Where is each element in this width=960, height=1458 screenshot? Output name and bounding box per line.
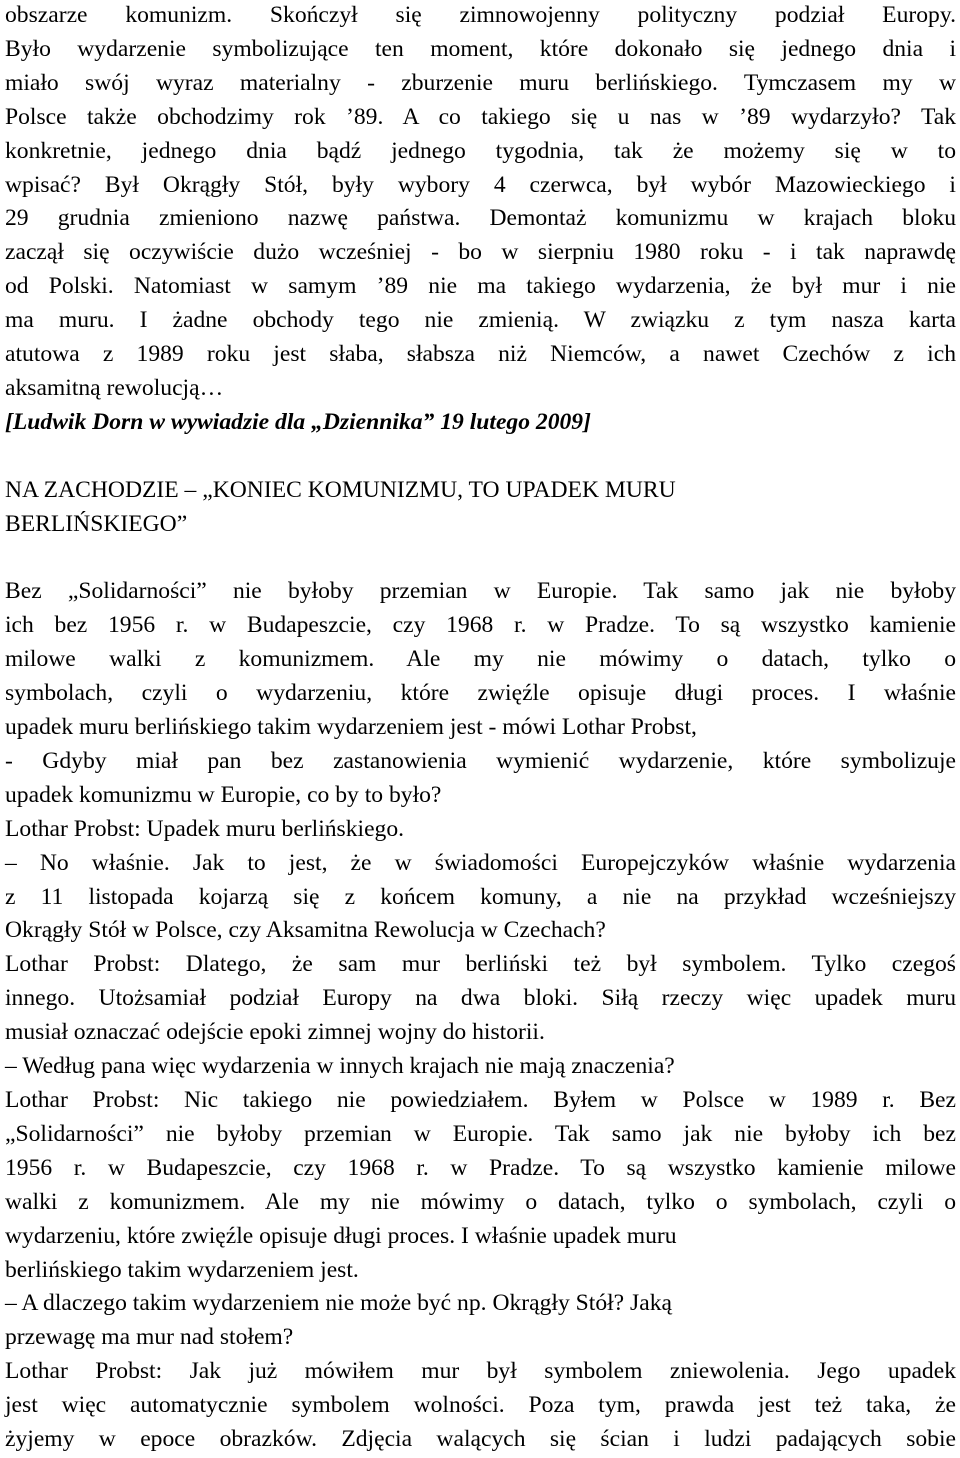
text-line: aksamitną rewolucją… — [5, 374, 224, 401]
article-body — [0, 0, 960, 406]
text-line: milowe walki z komunizmem. Ale my nie mówimy o datach, tylko o — [5, 646, 956, 673]
text-line: – No właśnie. Jak to jest, że w świadomości Europejczyków właśnie wydarzenia — [5, 849, 956, 876]
text-line: walki z komunizmem. Ale my nie mówimy o datach, tylko o symbolach, czyli o — [5, 1188, 956, 1215]
text-line: Okrągły Stół w Polsce, czy Aksamitna Rewolucja w Czechach? — [5, 917, 606, 944]
text-line: żyjemy w epoce obrazków. Zdjęcia walących się ścian i ludzi padających sobie — [5, 1426, 956, 1453]
text-line: upadek komunizmu w Europie, co by to było? — [5, 781, 442, 808]
text-line: 1956 r. w Budapeszcie, czy 1968 r. w Pradze. To są wszystko kamienie milowe — [5, 1154, 956, 1181]
text-line: od Polski. Natomiast w samym ’89 nie ma takiego wydarzenia, że był mur i nie — [5, 273, 956, 300]
text-line: - Gdyby miał pan bez zastanowienia wymienić wydarzenie, które symbolizuje — [5, 747, 956, 774]
text-line: Polsce także obchodzimy rok ’89. A co takiego się u nas w ’89 wydarzyło? Tak — [5, 103, 956, 130]
text-line: – A dlaczego takim wydarzeniem nie może być np. Okrągły Stół? Jaką — [5, 1290, 672, 1317]
text-line: Bez „Solidarności” nie byłoby przemian w Europie. Tak samo jak nie byłoby — [5, 578, 956, 605]
text-line: wydarzeniu, które zwięźle opisuje długi proces. I właśnie upadek muru — [5, 1222, 677, 1249]
text-line: innego. Utożsamiał podział Europy na dwa bloki. Siłą rzeczy więc upadek muru — [5, 985, 956, 1012]
text-line: Lothar Probst: Upadek muru berlińskiego. — [5, 815, 405, 842]
text-line: przewagę ma mur nad stołem? — [5, 1324, 294, 1351]
text-line: obszarze komunizm. Skończył się zimnowojenny polityczny podział Europy. — [5, 2, 956, 28]
text-line: upadek muru berlińskiego takim wydarzeniem jest - mówi Lothar Probst, — [5, 714, 697, 740]
text-line: 29 grudnia zmieniono nazwę państwa. Demontaż komunizmu w krajach bloku — [5, 205, 956, 232]
citation: [Ludwik Dorn w wywiadzie dla „Dziennika” 19 lutego 2009] — [5, 408, 591, 435]
text-line: ma muru. I żadne obchody tego nie zmienią. W związku z tym nasza karta — [5, 307, 956, 334]
interview-body — [0, 575, 960, 1457]
text-line: „Solidarności” nie byłoby przemian w Europie. Tak samo jak nie byłoby ich bez — [5, 1120, 956, 1147]
text-line: ich bez 1956 r. w Budapeszcie, czy 1968 r. w Pradze. To są wszystko kamienie — [5, 612, 956, 639]
section-heading — [0, 474, 960, 542]
text-line: atutowa z 1989 roku jest słaba, słabsza niż Niemców, a nawet Czechów z ich — [5, 341, 956, 368]
spacer — [0, 541, 960, 575]
text-line: musiał oznaczać odejście epoki zimnej wojny do historii. — [5, 1019, 545, 1046]
text-line: – Według pana więc wydarzenia w innych krajach nie mają znaczenia? — [5, 1053, 675, 1080]
text-line: zaczął się oczywiście dużo wcześniej - bo w sierpniu 1980 roku - i tak naprawdę — [5, 239, 956, 266]
text-line: jest więc automatycznie symbolem wolności. Poza tym, prawda jest też taka, że — [5, 1392, 956, 1419]
heading-line: NA ZACHODZIE – „KONIEC KOMUNIZMU, TO UPADEK MURU — [5, 476, 676, 503]
text-line: z 11 listopada kojarzą się z końcem komuny, a nie na przykład wcześniejszy — [5, 883, 956, 910]
text-line: miało swój wyraz materialny - zburzenie muru berlińskiego. Tymczasem my w — [5, 69, 956, 96]
text-line: berlińskiego takim wydarzeniem jest. — [5, 1256, 359, 1283]
text-line: Lothar Probst: Nic takiego nie powiedziałem. Byłem w Polsce w 1989 r. Bez — [5, 1086, 956, 1113]
text-line: symbolach, czyli o wydarzeniu, które zwięźle opisuje długi proces. I właśnie — [5, 680, 956, 707]
text-line: konkretnie, jednego dnia bądź jednego tygodnia, tak że możemy się w to — [5, 137, 956, 164]
spacer — [0, 440, 960, 474]
heading-line: BERLIŃSKIEGO” — [5, 510, 188, 537]
text-line: Lothar Probst: Dlatego, że sam mur berliński też był symbolem. Tylko czegoś — [5, 951, 956, 978]
text-line: wpisać? Był Okrągły Stół, były wybory 4 czerwca, był wybór Mazowieckiego i — [5, 171, 956, 198]
text-line: Lothar Probst: Jak już mówiłem mur był symbolem zniewolenia. Jego upadek — [5, 1358, 956, 1385]
text-line: Było wydarzenie symbolizujące ten moment, które dokonało się jednego dnia i — [5, 35, 956, 62]
